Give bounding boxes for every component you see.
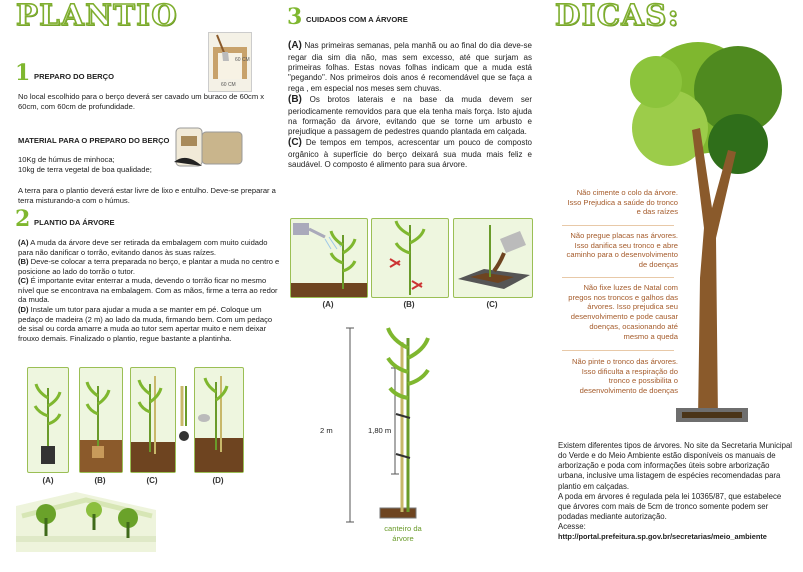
step-1-heading: PREPARO DO BERÇO: [34, 72, 115, 81]
pruning-shears-icon: [372, 219, 448, 297]
care-panel-c: [453, 218, 533, 298]
step-2-item-a: (A) A muda da árvore deve ser retirada da embalagem com muito cuidado para não danificar o torrão, evitando danos às suas raízes.: [18, 238, 268, 257]
pit-side-label: 60 CM: [235, 57, 250, 63]
seedling-with-stake-icon: [131, 368, 175, 472]
stake-label-2m: 2 m: [320, 426, 333, 435]
material-note: A terra para o plantio deverá estar livre de lixo e entulho. Deve-se preparar a terra misturando-a com o húmus.: [18, 186, 276, 205]
stake-measurement-illustration: [340, 324, 450, 534]
tip-divider-2: [562, 277, 674, 278]
tip-divider-1: [562, 225, 674, 226]
step-3-paragraph-c: (C) De tempos em tempos, acrescentar um pouco de composto orgânico à superfície do berço deixará sua muda mais feliz e saudável. O composto é alimento para sua árvore.: [288, 137, 532, 170]
tip-1: Não cimente o colo da árvore. Isso Prejudica a saúde do tronco e das raízes: [567, 188, 678, 217]
step-2-number: 2: [15, 206, 31, 232]
seedling-in-pit-icon: [80, 368, 122, 472]
planting-panel-b: [79, 367, 123, 473]
canteiro-caption: canteiro da árvore: [384, 524, 422, 543]
step-3-heading: CUIDADOS COM A ÁRVORE: [306, 15, 408, 24]
step-3-paragraph-a: (A) Nas primeiras semanas, pela manhã ou ao final do dia deve-se regar dia sim dia não, mas sem excesso, até que surjam as primeiras folhas. Estas novas folhas indicam que a muda está "pegando". Nos primeiros dois anos é recomendável que se faça a rega , em especial nos meses sem chuvas.: [288, 40, 532, 93]
tip-4: Não pinte o tronco das árvores. Isso dificulta a respiração do tronco e possibilita o desenvolvimento de doenças: [572, 357, 678, 396]
step-2-label-b: (B): [94, 476, 106, 485]
step-1-number: 1: [15, 60, 31, 86]
step-2-heading: PLANTIO DA ÁRVORE: [34, 218, 115, 227]
care-panel-a: [290, 218, 368, 298]
material-line-1: 10Kg de húmus de minhoca;: [18, 155, 115, 164]
pit-bottom-label: 60 CM: [221, 82, 236, 88]
step-2-label-d: (D): [212, 476, 224, 485]
step-3-text: [288, 40, 532, 171]
step-1-text: No local escolhido para o berço deverá ser cavado um buraco de 60cm x 60cm, com 60cm de profundidade.: [18, 92, 265, 111]
step-2-item-d: (D) Instale um tutor para ajudar a muda a se manter em pé. Coloque um pedaço de madeira (2 m) ao lado da muda, firmando bem. Com um pedaço de sisal ou corda amarre a muda ao tutor sem apertar muito e nem deixar frouxo demais. Finalizado o plantio, regue bastante a plantinha.: [18, 304, 273, 343]
planting-panel-a: [27, 367, 69, 473]
tip-2: Não pregue placas nas árvores. Isso danifica seu tronco e abre caminho para o desenvolvimento de doenças: [566, 231, 678, 270]
care-panel-b: [371, 218, 449, 298]
step-2-label-a: (A): [42, 476, 54, 485]
street-scene-illustration: [16, 486, 156, 552]
info-block: [558, 441, 794, 542]
tip-3: Não fixe luzes de Natal com pregos nos troncos e galhos das árvores. Isso prejudica seu desenvolvimento e pode causar doenças, ocasionando até mesmo a queda: [568, 283, 678, 341]
step-2-label-c: (C): [146, 476, 158, 485]
step-2-item-b: (B) Deve-se colocar a terra preparada no berço, e plantar a muda no centro e posicione ao lado do torrão o tutor.: [18, 257, 280, 276]
compost-bucket-icon: [454, 219, 532, 297]
portal-link[interactable]: http://portal.prefeitura.sp.gov.br/secretarias/meio_ambiente: [558, 532, 767, 542]
soil-bags-illustration: [172, 122, 252, 178]
seedling-in-bag-icon: [28, 368, 68, 472]
access-label: Acesse:: [558, 522, 586, 531]
plantio-title: PLANTIO: [16, 0, 179, 32]
planting-panel-c: [130, 367, 176, 473]
step-3-paragraph-b: (B) Os brotos laterais e na base da muda devem ser periodicamente removidos para que ela tenha mais força. Isto ajuda na formação da árvore, evitando que se torne um arbusto e prejudique a passagem de pedestres quando plantada em calçada.: [288, 93, 532, 136]
info-paragraph-2: A poda em árvores é regulada pela lei 10365/87, que estabelece que árvores com mais de 5cm de tronco somente podem ser podadas mediante autorização.: [558, 491, 782, 521]
watering-can-icon: [291, 219, 367, 297]
planting-panel-d: [194, 367, 244, 473]
info-paragraph-1: Existem diferentes tipos de árvores. No site da Secretaria Municipal do Verde e do Meio Ambiente estão disponíveis os manuais de arborização e poda com informações úteis sobre arborização urbana, inclusive uma listagem de espécies recomendadas para plantio em calçadas.: [558, 441, 793, 491]
step-3-number: 3: [287, 4, 303, 30]
tie-icon: [178, 386, 190, 446]
step-3-label-c: (C): [486, 300, 498, 309]
watering-seedling-icon: [195, 368, 243, 472]
step-3-label-a: (A): [322, 300, 334, 309]
stake-tie-detail: [178, 386, 190, 446]
step-2-items: [18, 238, 282, 343]
tip-divider-3: [562, 350, 674, 351]
material-heading: MATERIAL PARA O PREPARO DO BERÇO: [18, 136, 170, 145]
material-line-2: 10kg de terra vegetal de boa qualidade;: [18, 165, 152, 174]
dicas-title: DICAS:: [555, 0, 680, 32]
pit-illustration: [208, 32, 252, 92]
step-2-item-c: (C) É importante evitar enterrar a muda, devendo o torrão ficar no mesmo nível que se encontrava na embalagem. Com as mãos, firme a terra ao redor da muda.: [18, 276, 278, 305]
stake-label-180: 1,80 m: [368, 426, 392, 435]
step-3-label-b: (B): [403, 300, 415, 309]
